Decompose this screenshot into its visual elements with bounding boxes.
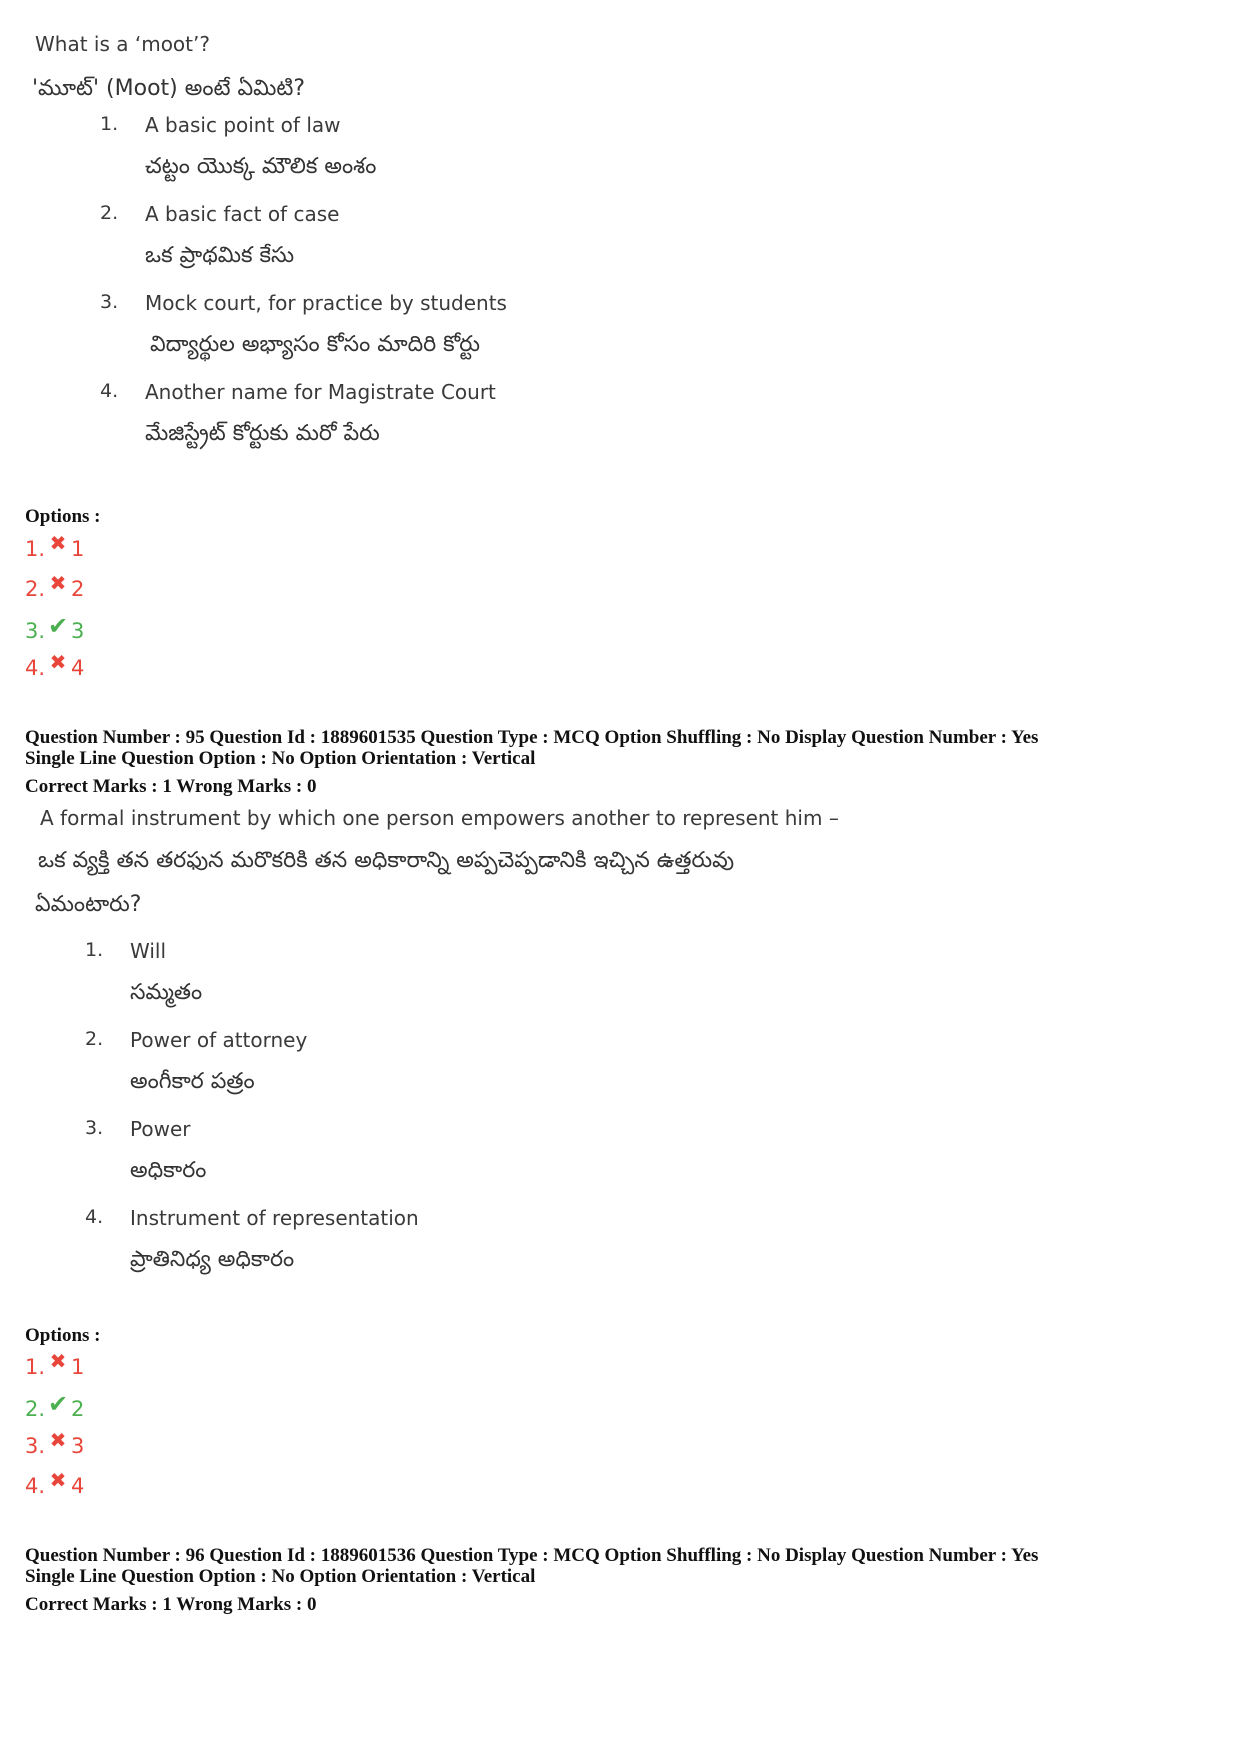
choice-text-en: Instrument of representation <box>130 1206 419 1230</box>
choice-text-en: Mock court, for practice by students <box>145 291 507 315</box>
choice-text-te: చట్టం యొక్క మౌలిక అంశం <box>145 154 377 179</box>
question-text-en: What is a ‘moot’? <box>35 32 210 56</box>
options-heading: Options : <box>25 1325 101 1346</box>
choice-text-te: ఒక ప్రాథమిక కేసు <box>145 243 295 268</box>
choice-text-en: A basic fact of case <box>145 202 340 226</box>
option-number: 4. <box>25 656 46 680</box>
choice-text-te: ప్రాతినిధ్య అధికారం <box>130 1247 295 1272</box>
question-text-en: A formal instrument by which one person empowers another to represent him – <box>40 806 839 830</box>
option-value: 3 <box>71 1434 85 1458</box>
choice-text-te: అధికారం <box>130 1158 207 1183</box>
cross-icon: ✖ <box>49 571 67 595</box>
answer-option <box>25 650 85 686</box>
option-value: 3 <box>71 619 85 643</box>
answer-option <box>25 1468 85 1504</box>
question-meta-line: Single Line Question Option : No Option Orientation : Vertical <box>25 1566 536 1587</box>
choice-text-te: మేజిస్ట్రేట్ కోర్టుకు మరో పేరు <box>145 421 380 446</box>
option-number: 2. <box>25 1397 46 1421</box>
cross-icon: ✖ <box>49 1428 67 1452</box>
question-text-te: 'మూట్' (Moot) అంటే ఏమిటి? <box>32 76 306 101</box>
choice-text-en: A basic point of law <box>145 113 341 137</box>
option-number: 1. <box>25 1355 46 1379</box>
question-meta-line: Question Number : 96 Question Id : 1889601536 Question Type : MCQ Option Shuffling : No Display Question Number : Yes <box>25 1545 1039 1566</box>
choice-text-en: Power <box>130 1117 191 1141</box>
option-value: 4 <box>71 656 85 680</box>
check-icon: ✔ <box>47 612 69 640</box>
choice-number: 1. <box>100 113 119 135</box>
option-number: 4. <box>25 1474 46 1498</box>
choice-text-en: Power of attorney <box>130 1028 308 1052</box>
marks-line: Correct Marks : 1 Wrong Marks : 0 <box>25 1594 317 1615</box>
cross-icon: ✖ <box>49 650 67 674</box>
cross-icon: ✖ <box>49 1349 67 1373</box>
option-value: 2 <box>71 577 85 601</box>
choice-text-en: Will <box>130 939 167 963</box>
choice-number: 2. <box>100 202 119 224</box>
question-meta-line: Single Line Question Option : No Option Orientation : Vertical <box>25 748 536 769</box>
choice-text-te: సమ్మతం <box>130 980 203 1005</box>
question-text-te: ఏమంటారు? <box>35 892 142 917</box>
option-value: 4 <box>71 1474 85 1498</box>
choice-number: 4. <box>100 380 119 402</box>
option-value: 2 <box>71 1397 85 1421</box>
answer-option <box>25 1390 85 1424</box>
choice-number: 1. <box>85 939 104 961</box>
option-number: 3. <box>25 1434 46 1458</box>
answer-option <box>25 531 85 567</box>
cross-icon: ✖ <box>49 1468 67 1492</box>
check-icon: ✔ <box>47 1390 69 1418</box>
cross-icon: ✖ <box>49 531 67 555</box>
choice-text-te: అంగీకార పత్రం <box>130 1069 255 1094</box>
option-number: 1. <box>25 537 46 561</box>
question-meta-line: Question Number : 95 Question Id : 1889601535 Question Type : MCQ Option Shuffling : No Display Question Number : Yes <box>25 727 1039 748</box>
marks-line: Correct Marks : 1 Wrong Marks : 0 <box>25 776 317 797</box>
choice-number: 2. <box>85 1028 104 1050</box>
answer-option <box>25 1349 85 1385</box>
choice-number: 4. <box>85 1206 104 1228</box>
choice-number: 3. <box>85 1117 104 1139</box>
question-text-te: ఒక వ్యక్తి తన తరఫున మరొకరికి తన అధికారాన్ని అప్పచెప్పడానికి ఇచ్చిన ఉత్తరువు <box>38 848 735 873</box>
choice-text-te: విద్యార్థుల అభ్యాసం కోసం మాదిరి కోర్టు <box>150 332 480 357</box>
options-heading: Options : <box>25 506 101 527</box>
option-number: 3. <box>25 619 46 643</box>
answer-option <box>25 1428 85 1464</box>
option-value: 1 <box>71 537 85 561</box>
answer-option <box>25 612 85 646</box>
choice-text-en: Another name for Magistrate Court <box>145 380 496 404</box>
option-number: 2. <box>25 577 46 601</box>
answer-option <box>25 571 85 607</box>
choice-number: 3. <box>100 291 119 313</box>
option-value: 1 <box>71 1355 85 1379</box>
